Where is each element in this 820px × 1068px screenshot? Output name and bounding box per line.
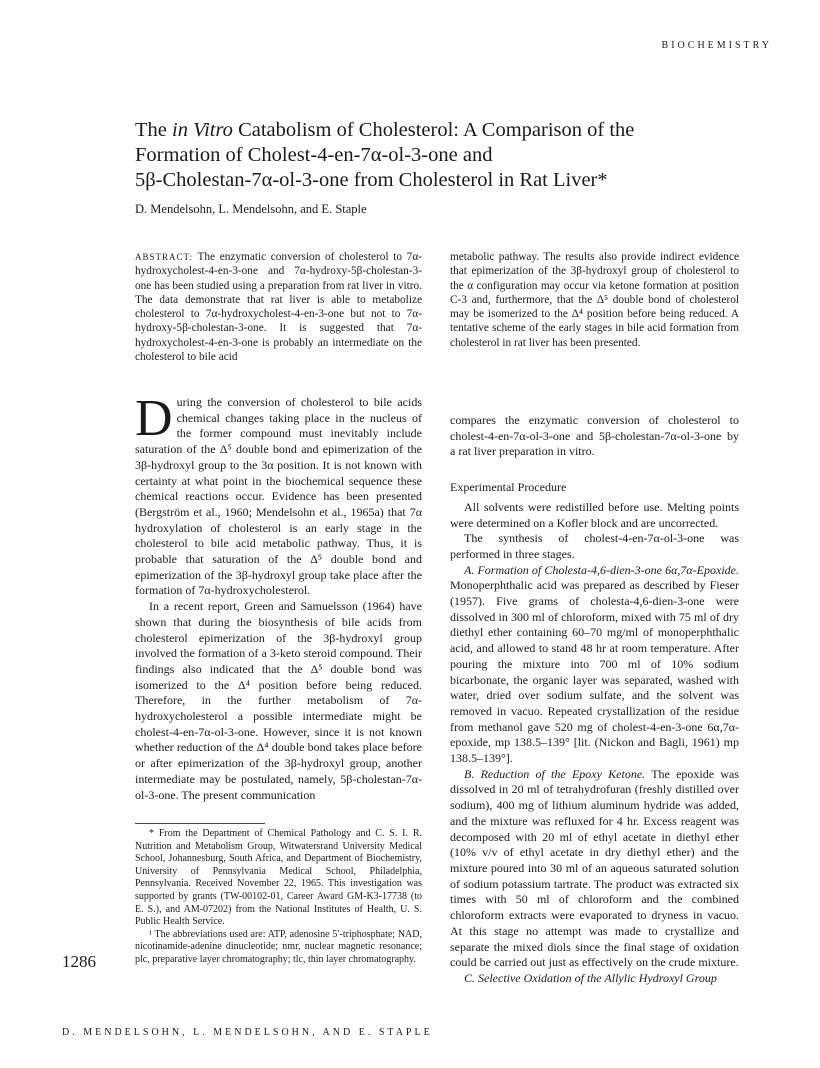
methods-paragraph-a bbox=[450, 563, 739, 767]
abstract-text-right: metabolic pathway. The results also provide indirect evidence that epimerization of the 3β-hydroxyl group of cholesterol to the α configuration may occur via ketone formation at position C-3 and, furthermore, that the Δ⁵ double bond of cholesterol may be isomerized to the Δ⁴ position before being reduced. A tentative scheme of the early stages in bile acid formation from cholesterol in rat liver has been presented. bbox=[450, 251, 739, 349]
footnotes bbox=[135, 828, 422, 967]
title-line-1-post: Catabolism of Cholesterol: A Comparison of the bbox=[232, 119, 635, 141]
body-paragraph-2: In a recent report, Green and Samuelsson (1964) have shown that during the biosynthesis of bile acids from cholesterol epimerization of the 3β-hydroxyl group involved the formation of a 3-keto steroid compound. Their findings also indicated that the Δ⁵ double bond was isomerized to the Δ⁴ position before being reduced. Therefore, in the further metabolism of 7α-hydroxycholesterol a possible intermediate might be cholest-4-en-7α-ol-3-one. However, since it is not known whether reduction of the Δ⁴ double bond takes place before or after epimerization of the 3β-hydroxyl group, another intermediate may be postulated, namely, 5β-cholestan-7α-ol-3-one. The present communication bbox=[135, 599, 422, 802]
footnote-rule bbox=[135, 823, 265, 824]
intro-paragraph bbox=[135, 390, 422, 599]
footnote-affiliation: * From the Department of Chemical Pathology and C. S. I. R. Nutrition and Metabolism Group, Witwatersrand University Medical School, Johannesburg, South Africa, and Department of Biochemistry, University of Pennsylvania Medical School, Philadelphia, Pennsylvania. Received November 22, 1965. This investigation was supported by grants (TW-00102-01, Career Award GM-K3-17738 (to E. S.), and AM-07202) from the National Institutes of Health, U. S. Public Health Service. bbox=[135, 828, 422, 928]
subsection-a-text: Monoperphthalic acid was prepared as described by Fieser (1957). Five grams of cholesta-4,6-dien-3-one were dissolved in 300 ml of chloroform, mixed with 75 ml of dry diethyl ether containing 60–70 mg/ml of monoperphthalic acid, and allowed to stand 48 hr at room temperature. After pouring the mixture into 700 ml of 10% sodium bicarbonate, the organic layer was separated, washed with water, dried over sodium sulfate, and the solvent was removed in vacuo. Repeated crystallization of the residue from methanol gave 520 mg of cholest-4-en-3-one 6α,7α-epoxide, mp 138.5–139° [lit. (Nickon and Bagli, 1961) mp 138.5–139°]. bbox=[450, 578, 739, 766]
body-paragraph-continued: compares the enzymatic conversion of cholesterol to cholest-4-en-7α-ol-3-one and 5β-cholestan-7α-ol-3-one by a rat liver preparation in vitro. bbox=[450, 413, 739, 459]
title-line-2: Formation of Cholest-4-en-7α-ol-3-one and bbox=[135, 144, 493, 166]
body-right-column bbox=[450, 413, 739, 987]
title-line-1-italic: in Vitro bbox=[172, 119, 233, 141]
abstract-label: ABSTRACT: bbox=[135, 252, 194, 262]
section-heading: Experimental Procedure bbox=[450, 480, 567, 495]
drop-cap: D bbox=[135, 390, 173, 447]
methods-paragraph-2: The synthesis of cholest-4-en-7α-ol-3-one was performed in three stages. bbox=[450, 531, 739, 561]
subsection-c-heading: C. Selective Oxidation of the Allylic Hydroxyl Group bbox=[464, 970, 717, 985]
subsection-b-heading: B. Reduction of the Epoxy Ketone. bbox=[464, 766, 646, 781]
methods-paragraph-1: All solvents were redistilled before use. Melting points were determined on a Kofler block and are uncorrected. bbox=[450, 499, 739, 530]
title-line-1 bbox=[135, 118, 735, 143]
authors: D. Mendelsohn, L. Mendelsohn, and E. Staple bbox=[135, 202, 367, 216]
subsection-b-text: The epoxide was dissolved in 20 ml of tetrahydrofuran (freshly distilled over sodium), 400 mg of lithium aluminum hydride was added, and the mixture was refluxed for 4 hr. Excess reagent was decomposed with 20 ml of ethyl acetate in diethyl ether (10% v/v of ethyl acetate in dry diethyl ether) and the mixture poured into 30 ml of an aqueous saturated solution of sodium potassium tartrate. The product was extracted six times with 50 ml of chloroform and the combined chloroform extracts were evaporated to dryness in vacuo. At this stage no attempt was made to crystallize and separate the mixed diols since the final stage of oxidation could be carried out just as effectively on the crude mixture. bbox=[450, 766, 739, 970]
page-footer: D. MENDELSOHN, L. MENDELSOHN, AND E. STAPLE bbox=[62, 1027, 433, 1038]
title-line-3: 5β-Cholestan-7α-ol-3-one from Cholesterol in Rat Liver* bbox=[135, 169, 608, 191]
footnote-abbreviations: ¹ The abbreviations used are: ATP, adenosine 5′-triphosphate; NAD, nicotinamide-adenine dinucleotide; nmr, nuclear magnetic resonance; plc, preparative layer chromatography; tlc, thin layer chromatography. bbox=[135, 928, 422, 965]
subsection-a-heading: A. Formation of Cholesta-4,6-dien-3-one 6α,7α-Epoxide. bbox=[464, 562, 739, 577]
page-number: 1286 bbox=[62, 952, 96, 971]
running-head: BIOCHEMISTRY bbox=[661, 40, 772, 51]
abstract-right-column bbox=[450, 250, 739, 350]
abstract-text-left: The enzymatic conversion of cholesterol to 7α-hydroxycholest-4-en-3-one and 7α-hydroxy-5β-cholestan-3-one has been studied using a preparation from rat liver in vitro. The data demonstrate that rat liver is able to metabolize cholesterol to 7α-hydroxycholest-4-en-3-one but not to 7α-hydroxy-5β-cholestan-3-one. It is suggested that 7α-hydroxycholest-4-en-3-one is probably an intermediate on the cholesterol to bile acid bbox=[135, 251, 422, 364]
title-line-1-pre: The bbox=[135, 119, 172, 141]
methods-paragraph-b bbox=[450, 767, 739, 971]
abstract-left-column bbox=[135, 250, 422, 364]
intro-paragraph-text: uring the conversion of cholesterol to bile acids chemical changes taking place in the nucleus of the former compound must inevitably include saturation of the Δ⁵ double bond and epimerization of the 3β-hydroxyl group to the 3α position. It is not known with certainty at what point in the biochemical sequence these chemical reactions occur. Evidence has been presented (Bergström et al., 1960; Mendelsohn et al., 1965a) that 7α hydroxylation of cholesterol is an early stage in the cholesterol to bile acid metabolic pathway. Thus, it is probable that saturation of the Δ⁵ double bond and epimerization of the 3β-hydroxyl group take place after the formation of 7α-hydroxycholesterol. bbox=[135, 395, 422, 598]
body-left-column bbox=[135, 390, 422, 803]
article-title bbox=[135, 118, 735, 193]
methods-paragraph-c bbox=[450, 971, 739, 987]
